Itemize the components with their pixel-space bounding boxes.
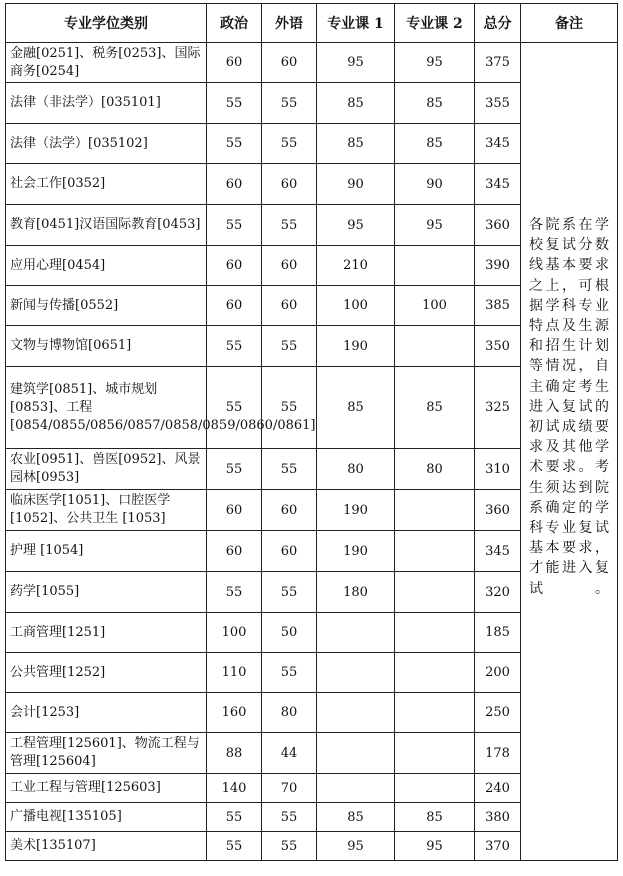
header-foreign-language: 外语 bbox=[262, 4, 317, 43]
cell-foreign: 55 bbox=[262, 367, 317, 449]
cell-total: 320 bbox=[475, 572, 521, 613]
note-text: 各院系在学校复试分数线基本要求之上，可根据学科专业特点及生源和招生计划等情况，自主确定考生进入复试的初试成绩要求及其他学术要求。考生须达到院系确定的学科专业复试基本要求，才能进入复试。 bbox=[529, 217, 609, 597]
cell-category: 社会工作[0352] bbox=[6, 164, 207, 205]
cell-foreign: 55 bbox=[262, 803, 317, 832]
cell-category: 工商管理[1251] bbox=[6, 613, 207, 653]
header-row bbox=[6, 4, 618, 43]
cell-major1: 95 bbox=[317, 43, 395, 83]
score-table bbox=[5, 3, 618, 861]
cell-major2 bbox=[395, 774, 475, 803]
cell-category: 公共管理[1252] bbox=[6, 653, 207, 693]
cell-category: 新闻与传播[0552] bbox=[6, 286, 207, 326]
cell-total: 250 bbox=[475, 693, 521, 733]
cell-total: 355 bbox=[475, 83, 521, 124]
cell-major1: 80 bbox=[317, 449, 395, 490]
cell-major1: 190 bbox=[317, 490, 395, 531]
cell-major1: 85 bbox=[317, 803, 395, 832]
cell-major1 bbox=[317, 733, 395, 774]
cell-total: 360 bbox=[475, 205, 521, 246]
cell-major1: 85 bbox=[317, 83, 395, 124]
header-major-course-1: 专业课 1 bbox=[317, 4, 395, 43]
cell-foreign: 80 bbox=[262, 693, 317, 733]
header-politics: 政治 bbox=[207, 4, 262, 43]
cell-politics: 55 bbox=[207, 326, 262, 367]
cell-total: 380 bbox=[475, 803, 521, 832]
header-category: 专业学位类别 bbox=[6, 4, 207, 43]
cell-foreign: 60 bbox=[262, 43, 317, 83]
cell-category: 工程管理[125601]、物流工程与管理[125604] bbox=[6, 733, 207, 774]
cell-major1 bbox=[317, 653, 395, 693]
cell-foreign: 55 bbox=[262, 653, 317, 693]
cell-category: 农业[0951]、兽医[0952]、风景园林[0953] bbox=[6, 449, 207, 490]
cell-major1 bbox=[317, 693, 395, 733]
cell-total: 345 bbox=[475, 531, 521, 572]
cell-category: 金融[0251]、税务[0253]、国际商务[0254] bbox=[6, 43, 207, 83]
cell-major1: 190 bbox=[317, 531, 395, 572]
table-row bbox=[6, 43, 618, 83]
cell-major2: 85 bbox=[395, 83, 475, 124]
cell-major1: 190 bbox=[317, 326, 395, 367]
cell-foreign: 55 bbox=[262, 832, 317, 861]
cell-foreign: 55 bbox=[262, 83, 317, 124]
cell-major1: 85 bbox=[317, 367, 395, 449]
cell-major2: 85 bbox=[395, 803, 475, 832]
cell-major2: 95 bbox=[395, 205, 475, 246]
cell-major1: 95 bbox=[317, 205, 395, 246]
cell-foreign: 60 bbox=[262, 531, 317, 572]
cell-category: 建筑学[0851]、城市规划[0853]、工程[0854/0855/0856/0857/0858/0859/0860/0861] bbox=[6, 367, 207, 449]
cell-foreign: 60 bbox=[262, 490, 317, 531]
cell-major2 bbox=[395, 490, 475, 531]
cell-politics: 55 bbox=[207, 803, 262, 832]
cell-foreign: 50 bbox=[262, 613, 317, 653]
cell-category: 文物与博物馆[0651] bbox=[6, 326, 207, 367]
cell-major2 bbox=[395, 693, 475, 733]
cell-category: 会计[1253] bbox=[6, 693, 207, 733]
cell-major2: 95 bbox=[395, 832, 475, 861]
cell-total: 375 bbox=[475, 43, 521, 83]
cell-major1: 100 bbox=[317, 286, 395, 326]
cell-major2 bbox=[395, 572, 475, 613]
cell-politics: 60 bbox=[207, 246, 262, 286]
cell-foreign: 60 bbox=[262, 286, 317, 326]
cell-category: 护理 [1054] bbox=[6, 531, 207, 572]
cell-politics: 60 bbox=[207, 43, 262, 83]
cell-major2: 80 bbox=[395, 449, 475, 490]
header-major-course-2: 专业课 2 bbox=[395, 4, 475, 43]
cell-foreign: 55 bbox=[262, 572, 317, 613]
cell-politics: 140 bbox=[207, 774, 262, 803]
cell-politics: 60 bbox=[207, 164, 262, 205]
cell-politics: 60 bbox=[207, 490, 262, 531]
cell-politics: 55 bbox=[207, 367, 262, 449]
cell-politics: 160 bbox=[207, 693, 262, 733]
header-total: 总分 bbox=[475, 4, 521, 43]
cell-major2 bbox=[395, 246, 475, 286]
cell-category: 工业工程与管理[125603] bbox=[6, 774, 207, 803]
cell-category: 法律（非法学）[035101] bbox=[6, 83, 207, 124]
cell-major2: 100 bbox=[395, 286, 475, 326]
cell-major2: 95 bbox=[395, 43, 475, 83]
cell-total: 310 bbox=[475, 449, 521, 490]
cell-foreign: 60 bbox=[262, 246, 317, 286]
cell-category: 美术[135107] bbox=[6, 832, 207, 861]
cell-major2: 85 bbox=[395, 367, 475, 449]
cell-foreign: 55 bbox=[262, 449, 317, 490]
cell-major1 bbox=[317, 774, 395, 803]
cell-major1: 95 bbox=[317, 832, 395, 861]
cell-major2 bbox=[395, 653, 475, 693]
cell-foreign: 55 bbox=[262, 205, 317, 246]
cell-foreign: 55 bbox=[262, 326, 317, 367]
header-note: 备注 bbox=[521, 4, 618, 43]
cell-total: 370 bbox=[475, 832, 521, 861]
cell-foreign: 60 bbox=[262, 164, 317, 205]
cell-total: 345 bbox=[475, 164, 521, 205]
cell-politics: 100 bbox=[207, 613, 262, 653]
cell-foreign: 70 bbox=[262, 774, 317, 803]
cell-major2 bbox=[395, 733, 475, 774]
cell-category: 教育[0451]汉语国际教育[0453] bbox=[6, 205, 207, 246]
cell-politics: 55 bbox=[207, 205, 262, 246]
cell-category: 药学[1055] bbox=[6, 572, 207, 613]
cell-politics: 55 bbox=[207, 83, 262, 124]
cell-politics: 55 bbox=[207, 449, 262, 490]
cell-major1: 210 bbox=[317, 246, 395, 286]
cell-total: 360 bbox=[475, 490, 521, 531]
cell-total: 240 bbox=[475, 774, 521, 803]
cell-total: 185 bbox=[475, 613, 521, 653]
cell-total: 350 bbox=[475, 326, 521, 367]
cell-category: 应用心理[0454] bbox=[6, 246, 207, 286]
cell-politics: 110 bbox=[207, 653, 262, 693]
cell-major2 bbox=[395, 326, 475, 367]
cell-major2 bbox=[395, 613, 475, 653]
cell-politics: 55 bbox=[207, 124, 262, 164]
cell-major2: 90 bbox=[395, 164, 475, 205]
cell-politics: 88 bbox=[207, 733, 262, 774]
cell-total: 385 bbox=[475, 286, 521, 326]
cell-category: 广播电视[135105] bbox=[6, 803, 207, 832]
cell-major2 bbox=[395, 531, 475, 572]
cell-politics: 60 bbox=[207, 531, 262, 572]
cell-total: 178 bbox=[475, 733, 521, 774]
cell-politics: 55 bbox=[207, 572, 262, 613]
cell-major1 bbox=[317, 613, 395, 653]
cell-major1: 85 bbox=[317, 124, 395, 164]
cell-foreign: 55 bbox=[262, 124, 317, 164]
cell-total: 390 bbox=[475, 246, 521, 286]
cell-major1: 90 bbox=[317, 164, 395, 205]
cell-category: 法律（法学）[035102] bbox=[6, 124, 207, 164]
cell-politics: 55 bbox=[207, 832, 262, 861]
cell-politics: 60 bbox=[207, 286, 262, 326]
cell-total: 325 bbox=[475, 367, 521, 449]
cell-foreign: 44 bbox=[262, 733, 317, 774]
cell-major2: 85 bbox=[395, 124, 475, 164]
cell-major1: 180 bbox=[317, 572, 395, 613]
note-cell bbox=[521, 43, 618, 861]
cell-total: 345 bbox=[475, 124, 521, 164]
cell-total: 200 bbox=[475, 653, 521, 693]
cell-category: 临床医学[1051]、口腔医学[1052]、公共卫生 [1053] bbox=[6, 490, 207, 531]
